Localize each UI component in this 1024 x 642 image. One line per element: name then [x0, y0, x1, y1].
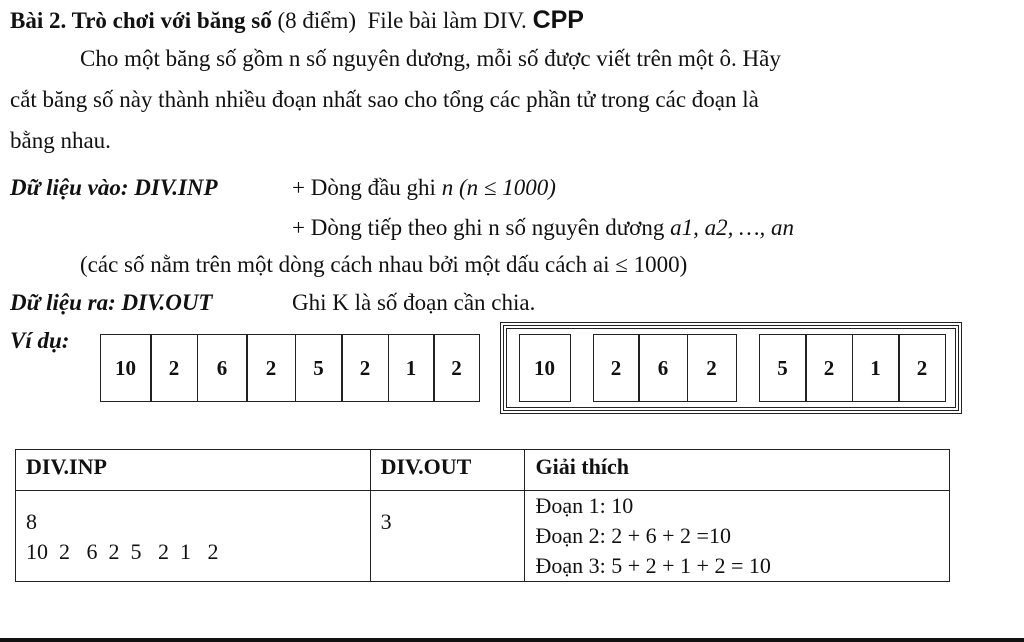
- explain-cell: [525, 491, 950, 582]
- example-label-text: Ví dụ:: [10, 328, 70, 353]
- header-explain: Giải thích: [525, 450, 950, 491]
- bottom-divider: [0, 638, 1024, 642]
- inp-line-1: 8: [26, 509, 37, 534]
- tape-cell: 1: [388, 334, 435, 402]
- tape-cell: 5: [759, 334, 807, 402]
- tape-cell: 1: [852, 334, 900, 402]
- tape-cell: 2: [805, 334, 853, 402]
- output-label-text: Dữ liệu ra: DIV.OUT: [10, 290, 213, 315]
- table-header-row: [16, 450, 950, 491]
- out-cell: [370, 491, 525, 582]
- explain-line-3: Đoạn 3: 5 + 2 + 1 + 2 = 10: [535, 553, 771, 578]
- output-label: [10, 289, 213, 317]
- tape-segment-2: [594, 334, 737, 402]
- tape-cell: 2: [341, 334, 389, 402]
- tape-cell: 10: [519, 334, 571, 402]
- input-line-2-prefix: + Dòng tiếp theo ghi n số nguyên dương: [292, 215, 671, 240]
- tape-cell: 10: [100, 334, 152, 402]
- problem-points: (8 điểm): [277, 8, 357, 33]
- table-row: [16, 491, 950, 582]
- input-label-text: Dữ liệu vào: DIV.INP: [10, 175, 218, 200]
- inp-cell: [16, 491, 371, 582]
- language-label: CPP: [532, 6, 584, 34]
- tape-segment-3: [760, 334, 946, 402]
- file-label: File bài làm DIV.: [367, 8, 527, 33]
- input-line-2-math: a1, a2, …, an: [670, 215, 795, 240]
- tape-segment-1: [520, 334, 571, 402]
- input-line-3: (các số nằm trên một dòng cách nhau bởi một dấu cách ai ≤ 1000): [80, 252, 688, 277]
- explain-line-1: Đoạn 1: 10: [535, 493, 634, 518]
- input-label: [10, 174, 218, 202]
- header-inp: DIV.INP: [16, 450, 371, 491]
- input-line-1: [292, 174, 556, 202]
- tape-cell: 2: [898, 334, 946, 402]
- tape-cell: 6: [638, 334, 688, 402]
- header-out: DIV.OUT: [370, 450, 525, 491]
- input-line-1-prefix: + Dòng đầu ghi: [292, 175, 442, 200]
- description-line-3: bằng nhau.: [10, 128, 111, 153]
- tape-cell: 2: [150, 334, 198, 402]
- problem-title: [10, 6, 584, 35]
- tape-cell: 2: [687, 334, 737, 402]
- out-value: 3: [380, 509, 392, 534]
- input-line-2: [292, 214, 794, 242]
- inp-line-2: 10 2 6 2 5 2 1 2: [26, 539, 219, 564]
- explain-line-2: Đoạn 2: 2 + 6 + 2 =10: [535, 523, 731, 548]
- tape-cell: 2: [246, 334, 296, 402]
- tape-cell: 6: [197, 334, 248, 402]
- example-table: [15, 449, 950, 582]
- problem-heading: Bài 2. Trò chơi với băng số: [10, 8, 272, 33]
- tape-cell: 2: [433, 334, 480, 402]
- example-label: [10, 327, 69, 355]
- input-line-1-math: n (n ≤ 1000): [441, 175, 556, 200]
- tape-original: [101, 334, 480, 402]
- description-line-2: cắt băng số này thành nhiều đoạn nhất sao cho tổng các phần tử trong các đoạn là: [10, 87, 759, 112]
- tape-cell: 2: [593, 334, 640, 402]
- description-line-1: Cho một băng số gồm n số nguyên dương, mỗi số được viết trên một ô. Hãy: [80, 46, 781, 71]
- tape-cell: 5: [295, 334, 343, 402]
- output-text: Ghi K là số đoạn cần chia.: [292, 290, 536, 315]
